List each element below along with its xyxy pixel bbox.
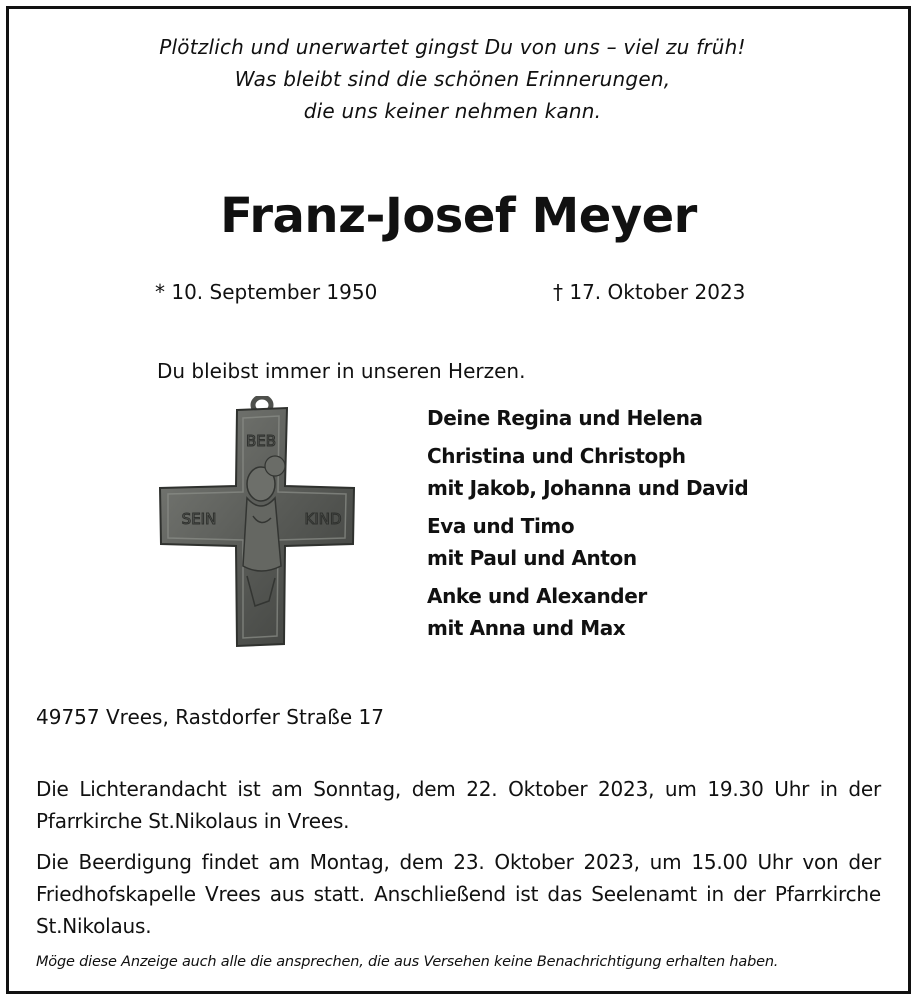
- deceased-name: Franz-Josef Meyer: [220, 188, 697, 244]
- motto-line: Was bleibt sind die schönen Erinnerungen,: [234, 67, 671, 91]
- mourner-line: Eva und Timo: [427, 514, 575, 538]
- motto-line: die uns keiner nehmen kann.: [303, 99, 602, 123]
- cross-word-right: KIND: [304, 510, 342, 528]
- mourner-line: Anke und Alexander: [427, 584, 647, 608]
- footnote: Möge diese Anzeige auch alle die ansprechen, die aus Versehen keine Benachrichtigung erhalten haben.: [36, 954, 779, 970]
- cross-word-left: SEIN: [181, 510, 217, 528]
- cross-word-top: BEB: [245, 432, 277, 450]
- mourner-line: Deine Regina und Helena: [427, 406, 703, 430]
- mourner-line: mit Jakob, Johanna und David: [427, 476, 749, 500]
- birth-date: * 10. September 1950: [155, 280, 378, 304]
- motto: [0, 31, 905, 127]
- motto-line: Plötzlich und unerwartet gingst Du von uns – viel zu früh!: [159, 35, 746, 59]
- mourner-line: Christina und Christoph: [427, 444, 686, 468]
- mourner-group: [427, 510, 748, 574]
- cross-icon: [157, 396, 357, 652]
- mourner-group: [427, 402, 748, 434]
- death-date: † 17. Oktober 2023: [553, 280, 746, 304]
- heart-line: Du bleibst immer in unseren Herzen.: [157, 359, 526, 383]
- mourner-line: mit Anna und Max: [427, 616, 626, 640]
- funeral-announcement: Die Beerdigung findet am Montag, dem 23. Oktober 2023, um 15.00 Uhr von der Friedhofskapelle Vrees aus statt. Anschließend ist das Seelenamt in der Pfarrkirche St.Nikolaus.: [36, 850, 881, 938]
- vigil-announcement: Die Lichterandacht ist am Sonntag, dem 22. Oktober 2023, um 19.30 Uhr in der Pfarrkirche St.Nikolaus in Vrees.: [36, 777, 881, 833]
- mourner-line: mit Paul und Anton: [427, 546, 637, 570]
- mourner-group: [427, 440, 748, 504]
- address: 49757 Vrees, Rastdorfer Straße 17: [36, 705, 384, 729]
- mourner-group: [427, 580, 748, 644]
- mourners-list: [427, 402, 748, 650]
